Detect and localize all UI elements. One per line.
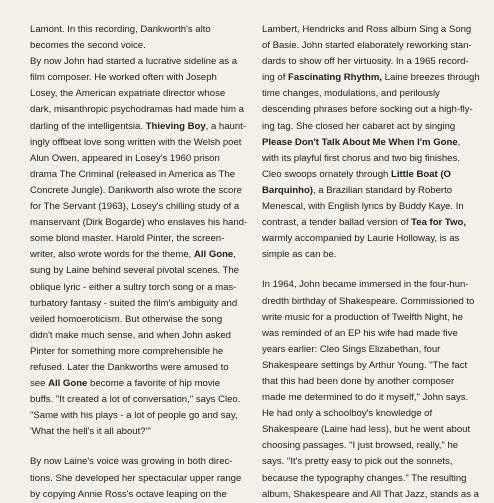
text-line: dards to show off her virtuosity. In a 1965 record- (262, 56, 469, 68)
text-line: dredth birthday of Shakespeare. Commissioned to (262, 295, 475, 307)
text-line: of Basie. John started elaborately reworking stan- (262, 40, 472, 52)
text-line: becomes the second voice. (30, 40, 146, 52)
text-line: refused. Later the Dankworths were amused to (30, 361, 229, 373)
song-title: Fascinating Rhythm, (288, 72, 382, 84)
song-title: Little Boat (O (391, 168, 451, 180)
text-line: oblique lyric - either a sultry torch song or a mas- (30, 281, 237, 293)
text-line: time changes, modulations, and perilously (262, 88, 440, 100)
text-line: album, Shakespeare and All That Jazz, stands as a (262, 488, 479, 500)
text-line: didn't make much sense, and when John asked (30, 329, 231, 341)
song-title: Barquinho) (262, 184, 313, 196)
text-line: manservant (Dirk Bogarde) who enslaves his hand- (30, 217, 248, 229)
text-line: sung by Laine behind several pivotal scenes. The (30, 265, 239, 277)
song-title: Thieving Boy (145, 120, 206, 132)
text-line: because the typography changes." The resulting (262, 472, 467, 484)
left-paragraph-1 (30, 22, 242, 54)
text-line: Barquinho), a Brazilian standard by Roberto (262, 184, 453, 196)
text-line: 'What the hell's it all about?'" (30, 426, 151, 438)
text-line: dark, misanthropic psychodramas had made him a (30, 104, 244, 116)
text-line: "Same with his plays - a lot of people go and say, (30, 410, 238, 422)
text-line: buffs. "It created a lot of conversation," says Cleo. (30, 394, 241, 406)
song-title: Tea for Two, (411, 217, 466, 229)
text-line: Concrete Jungle). Dankworth also wrote the score (30, 184, 242, 196)
text-line: ing tag. She closed her cabaret act by singing (262, 120, 456, 132)
song-title: All Gone (48, 378, 88, 390)
text-line: Lamont. In this recording, Dankworth's alto (30, 24, 211, 35)
text-line: warmly accompanied by Laurie Holloway, is as (262, 233, 460, 245)
text-line: Cleo swoops ornately through Little Boat (O (262, 168, 451, 180)
text-line: Shakespeare (Laine had less), but he went about (262, 424, 471, 436)
text-line: made me determined to do it myself," John says. (262, 392, 469, 404)
text-line: for The Servant (1963), Losey's chilling study of a (30, 201, 240, 213)
text-line: contrast, a tender ballad version of Tea for Two, (262, 217, 466, 229)
text-line: was reminded of an EP his wife had made five (262, 327, 458, 339)
text-line: He had only a schoolboy's knowledge of (262, 408, 433, 420)
text-line: film composer. He worked often with Joseph (30, 72, 217, 84)
text-line: years earlier: Cleo Sings Elizabethan, four (262, 343, 441, 355)
left-paragraph-3 (30, 454, 242, 502)
text-line: drama The Criminal (released in America as The (30, 168, 236, 180)
left-column (30, 22, 248, 500)
text-line: Alun Owen, appeared in Losey's 1960 prison (30, 152, 220, 164)
right-paragraph-2 (262, 277, 479, 502)
text-line: Lambert, Hendricks and Ross album Sing a Song (262, 24, 472, 35)
text-line: says. "It's pretty easy to pick out the sonnets, (262, 456, 453, 468)
text-line: write music for a production of Twelfth Night, he (262, 311, 463, 323)
text-line: Menescal, with English lyrics by Buddy Kaye. In (262, 201, 464, 213)
text-line: descending phrases before socking out a high-fly- (262, 104, 473, 116)
text-line: by copying Annie Ross's octave leaping on the (30, 488, 227, 500)
text-line: Pinter for something more comprehensible he (30, 345, 224, 357)
text-line: ingly offbeat love song written with the Welsh poet (30, 136, 242, 148)
text-line: veiled homoeroticism. But otherwise the song (30, 313, 223, 325)
song-title: All Gone (193, 249, 234, 261)
text-line: Losey, the American expatriate director whose (30, 88, 226, 100)
text-line: turbatory fantasy - suited the film's ambiguity and (30, 297, 238, 309)
text-line: tions. She developed her spectacular upper range (30, 472, 242, 484)
text-line: Shakespeare settings by Arthur Young. "The fact (262, 359, 468, 371)
text-line: choosing passages. "I just browsed, really," he (262, 440, 459, 452)
right-column (262, 22, 480, 500)
text-line: see All Gone become a favorite of hip movie (30, 378, 221, 390)
song-title: Please Don't Talk About Me When I'm Gone (262, 136, 458, 148)
text-line: In 1964, John became immersed in the four-hun- (262, 279, 469, 291)
text-line: simple as can be. (262, 249, 337, 261)
text-line: that this had been done by another composer (262, 375, 455, 387)
text-line: some blond master. Harold Pinter, the screen- (30, 233, 225, 245)
text-line: By now John had started a lucrative sideline as a (30, 56, 238, 68)
text-line: Please Don't Talk About Me When I'm Gone, (262, 136, 461, 148)
right-paragraph-1 (262, 22, 480, 263)
left-paragraph-2 (30, 54, 248, 440)
text-line: with its playful first chorus and two big finishes. (262, 152, 460, 164)
text-line: darling of the intelligentsia. Thieving Boy, a haunt- (30, 120, 246, 132)
text-line: By now Laine's voice was growing in both direc- (30, 456, 233, 468)
text-line: writer, also wrote words for the theme, All Gone, (30, 249, 236, 261)
text-line: ing of Fascinating Rhythm, Laine breezes through (262, 72, 480, 84)
